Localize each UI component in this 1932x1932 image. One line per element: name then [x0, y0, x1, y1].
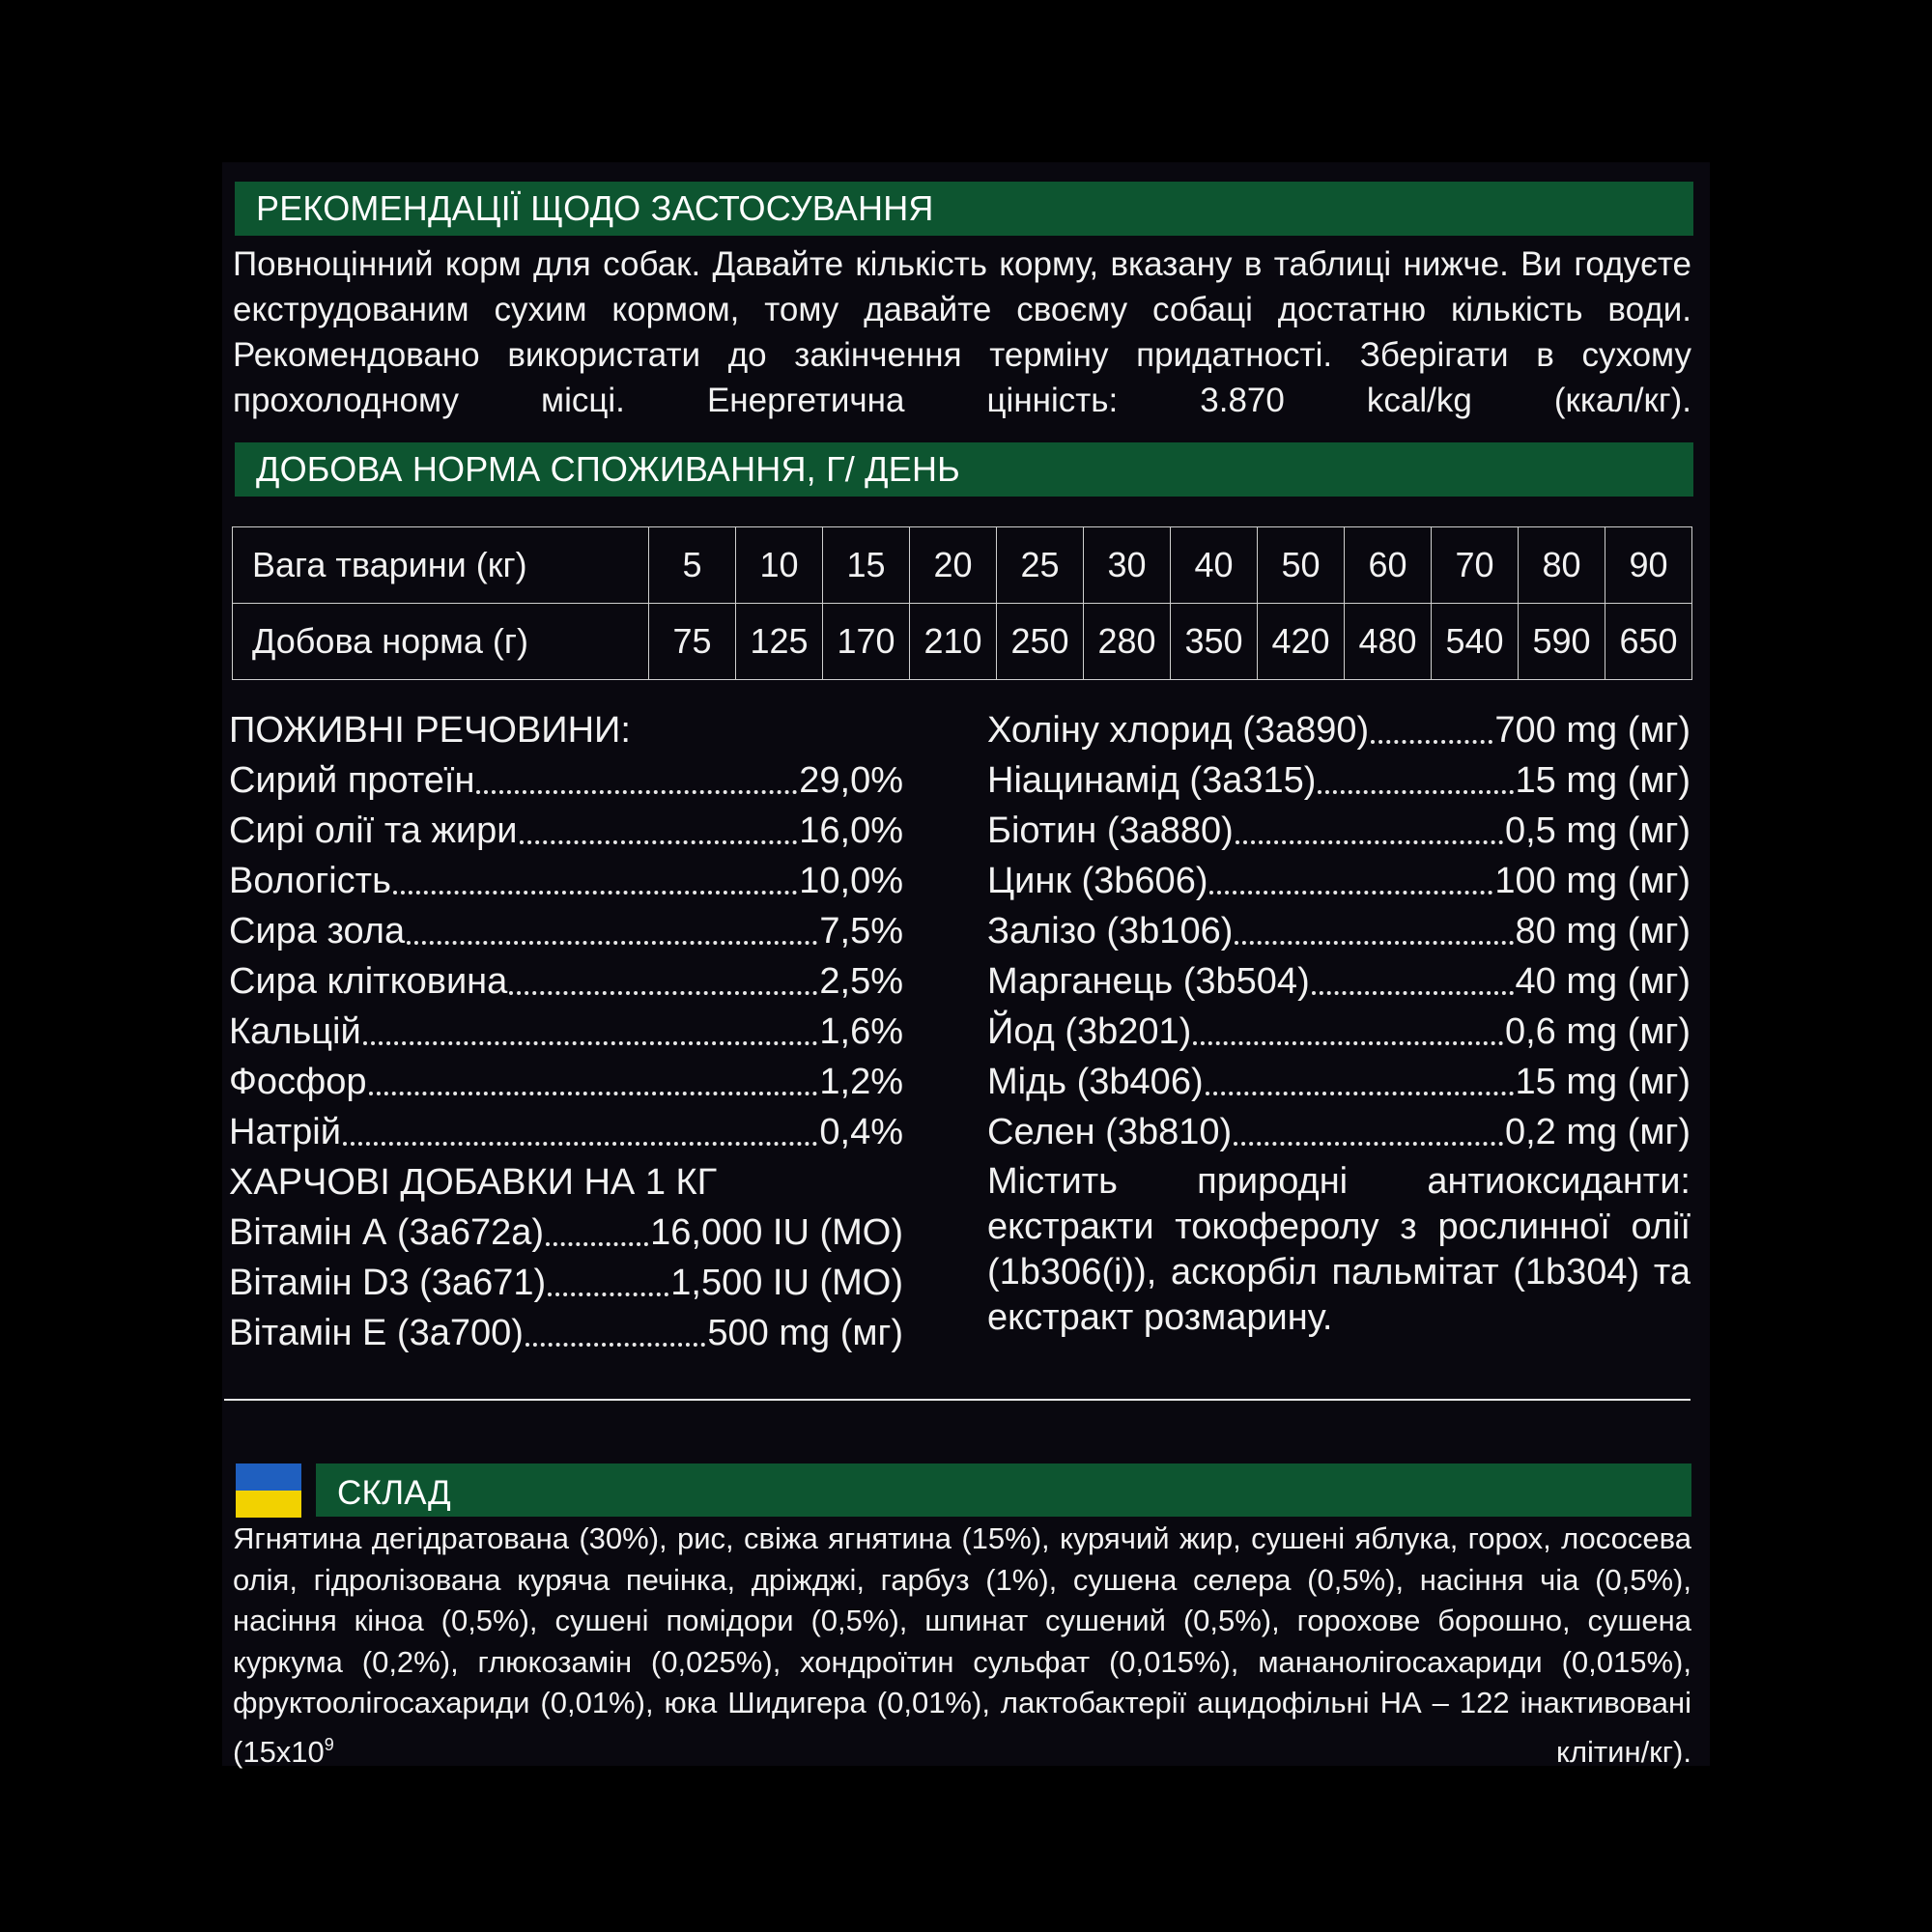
nutrient-line — [229, 1107, 903, 1157]
additive-value: 15 mg (мг) — [1515, 1062, 1690, 1102]
grams-cell: 650 — [1605, 604, 1692, 680]
grams-row — [233, 604, 1692, 680]
nutrient-name: Сирий протеїн — [229, 760, 475, 801]
weight-cell: 70 — [1432, 527, 1519, 604]
additive-value: 700 mg (мг) — [1494, 710, 1690, 751]
grams-cell: 170 — [823, 604, 910, 680]
additive-name: Мідь (3b406) — [987, 1062, 1204, 1102]
additive-line — [229, 1208, 903, 1258]
additive-name: Марганець (3b504) — [987, 961, 1310, 1002]
additive-line — [987, 1107, 1690, 1157]
additive-value: 16,000 IU (МО) — [650, 1212, 903, 1253]
nutrient-line — [229, 856, 903, 906]
weight-cell: 20 — [910, 527, 997, 604]
nutrient-value: 0,4% — [819, 1112, 903, 1152]
additive-value: 80 mg (мг) — [1515, 911, 1690, 952]
composition-header: СКЛАД — [316, 1463, 1691, 1517]
additive-name: Ніацинамід (3а315) — [987, 760, 1317, 801]
additive-value: 100 mg (мг) — [1494, 861, 1690, 901]
grams-cell: 420 — [1258, 604, 1345, 680]
antioxidants-text: Містить природні антиоксиданти: екстракти токоферолу з рослинної олії (1b306(i)), аскорбіл пальмітат (1b304) та екстракт розмарину. — [987, 1161, 1690, 1338]
additive-name: Селен (3b810) — [987, 1112, 1233, 1152]
nutrient-name: Натрій — [229, 1112, 341, 1152]
grams-cell: 480 — [1345, 604, 1432, 680]
weight-row-label: Вага тварини (кг) — [233, 527, 649, 604]
grams-cell: 540 — [1432, 604, 1519, 680]
nutrient-line — [229, 755, 903, 806]
additive-value: 0,6 mg (мг) — [1504, 1011, 1690, 1052]
additive-name: Вітамін А (3а672а) — [229, 1212, 545, 1253]
nutrient-line — [229, 906, 903, 956]
additive-value: 40 mg (мг) — [1515, 961, 1690, 1002]
additive-value: 0,5 mg (мг) — [1504, 810, 1690, 851]
usage-header: РЕКОМЕНДАЦІЇ ЩОДО ЗАСТОСУВАННЯ — [235, 182, 1693, 236]
additive-line — [987, 755, 1690, 806]
additive-line — [987, 806, 1690, 856]
additive-line — [987, 1057, 1690, 1107]
additive-name: Йод (3b201) — [987, 1011, 1192, 1052]
nutrient-value: 1,6% — [819, 1011, 903, 1052]
additive-line — [987, 856, 1690, 906]
additive-line — [987, 1007, 1690, 1057]
additive-line — [987, 956, 1690, 1007]
nutrients-heading: ПОЖИВНІ РЕЧОВИНИ: — [229, 710, 631, 751]
nutrients-left-column — [229, 705, 903, 1358]
additive-name: Холіну хлорид (3а890) — [987, 710, 1370, 751]
nutrient-name: Фосфор — [229, 1062, 367, 1102]
grams-cell: 125 — [736, 604, 823, 680]
nutrient-name: Кальцій — [229, 1011, 361, 1052]
nutrient-line — [229, 956, 903, 1007]
additive-name: Цинк (3b606) — [987, 861, 1208, 901]
feeding-header: ДОБОВА НОРМА СПОЖИВАННЯ, Г/ ДЕНЬ — [235, 442, 1693, 497]
additive-line — [987, 705, 1690, 755]
usage-text: Повноцінний корм для собак. Давайте кількість корму, вказану в таблиці нижче. Ви годуєте екструдованим сухим кормом, тому давайте своєму собаці достатню кількість води. Рекомендовано використати до закінчення терміну придатності. Зберігати в сухому прохолодному місці. Енергетична цінність: 3.870 kcal/kg (ккал/кг). — [233, 245, 1691, 419]
nutrient-name: Сира клітковина — [229, 961, 508, 1002]
nutrient-line — [229, 806, 903, 856]
additive-value: 0,2 mg (мг) — [1504, 1112, 1690, 1152]
nutrient-value: 2,5% — [819, 961, 903, 1002]
nutrient-value: 29,0% — [799, 760, 903, 801]
additives-heading: ХАРЧОВІ ДОБАВКИ НА 1 КГ — [229, 1162, 718, 1203]
nutrient-name: Сирі олії та жири — [229, 810, 518, 851]
composition-text — [233, 1519, 1691, 1773]
weight-cell: 30 — [1084, 527, 1171, 604]
composition-exponent: 9 — [324, 1734, 334, 1754]
weight-cell: 50 — [1258, 527, 1345, 604]
additive-line — [229, 1308, 903, 1358]
weight-cell: 40 — [1171, 527, 1258, 604]
grams-cell: 350 — [1171, 604, 1258, 680]
additive-line — [229, 1258, 903, 1308]
additive-value: 15 mg (мг) — [1515, 760, 1690, 801]
grams-cell: 250 — [997, 604, 1084, 680]
grams-cell: 75 — [649, 604, 736, 680]
nutrient-name: Сира зола — [229, 911, 406, 952]
nutrient-value: 7,5% — [819, 911, 903, 952]
weight-row — [233, 527, 1692, 604]
section-divider — [224, 1399, 1690, 1401]
grams-cell: 280 — [1084, 604, 1171, 680]
nutrient-value: 16,0% — [799, 810, 903, 851]
nutrient-name: Вологість — [229, 861, 391, 901]
grams-cell: 210 — [910, 604, 997, 680]
nutrient-line — [229, 1057, 903, 1107]
nutrient-line — [229, 1007, 903, 1057]
additive-name: Вітамін D3 (3а671) — [229, 1263, 547, 1303]
additive-value: 500 mg (мг) — [707, 1313, 903, 1353]
composition-main: Ягнятина дегідратована (30%), рис, свіжа ягнятина (15%), курячий жир, сушені яблука, горох, лососева олія, гідролізована куряча печінка, дріжджі, гарбуз (1%), сушена селера (0,5%), насіння чіа (0,5%), насіння кіноа (0,5%), сушені помідори (0,5%), шпинат сушений (0,5%), горохове борошно, сушена куркума (0,2%), глюкозамін (0,025%), хондроїтин сульфат (0,015%), мананолігосахариди (0,015%), фруктоолігосахариди (0,01%), юка Шидигера (0,01%), лактобактерії ацидофільні НА – 122 інактивовані (15х10 — [233, 1521, 1691, 1769]
weight-cell: 80 — [1519, 527, 1605, 604]
additive-name: Вітамін Е (3а700) — [229, 1313, 524, 1353]
grams-cell: 590 — [1519, 604, 1605, 680]
weight-cell: 90 — [1605, 527, 1692, 604]
additive-name: Залізо (3b106) — [987, 911, 1234, 952]
nutrient-value: 10,0% — [799, 861, 903, 901]
weight-cell: 10 — [736, 527, 823, 604]
feeding-table — [232, 526, 1692, 680]
weight-cell: 15 — [823, 527, 910, 604]
additive-name: Біотин (3а880) — [987, 810, 1234, 851]
additive-line — [987, 906, 1690, 956]
additive-value: 1,500 IU (МО) — [670, 1263, 903, 1303]
weight-cell: 60 — [1345, 527, 1432, 604]
nutrient-value: 1,2% — [819, 1062, 903, 1102]
ukraine-flag-icon — [236, 1463, 301, 1518]
composition-end: клітин/кг). — [333, 1734, 1691, 1769]
weight-cell: 25 — [997, 527, 1084, 604]
weight-cell: 5 — [649, 527, 736, 604]
nutrients-right-column — [987, 705, 1690, 1341]
grams-row-label: Добова норма (г) — [233, 604, 649, 680]
